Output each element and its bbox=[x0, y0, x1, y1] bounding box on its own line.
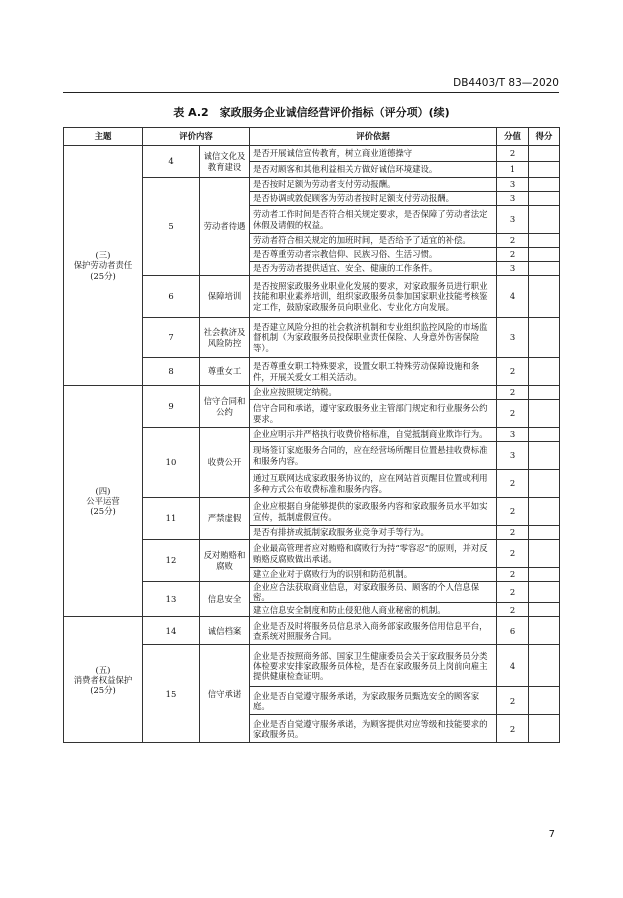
item-number: 8 bbox=[143, 358, 200, 386]
result-cell[interactable] bbox=[529, 470, 560, 498]
score-value: 2 bbox=[497, 498, 529, 526]
header-rule bbox=[63, 92, 559, 93]
result-cell[interactable] bbox=[529, 386, 560, 400]
header-result: 得分 bbox=[529, 128, 560, 146]
score-value: 2 bbox=[497, 582, 529, 603]
header-theme: 主题 bbox=[64, 128, 143, 146]
item-number: 15 bbox=[143, 645, 200, 743]
result-cell[interactable] bbox=[529, 234, 560, 248]
criteria-text: 是否尊重女职工特殊要求，设置女职工特殊劳动保障设施和条件，开展关爱女工相关活动。 bbox=[250, 358, 497, 386]
criteria-text: 建立企业对于腐败行为的识别和防范机制。 bbox=[250, 568, 497, 582]
score-value: 2 bbox=[497, 715, 529, 743]
item-name: 诚信档案 bbox=[200, 617, 250, 645]
table-header-row bbox=[64, 128, 560, 146]
item-number: 12 bbox=[143, 540, 200, 582]
item-name: 反对贿赂和腐败 bbox=[200, 540, 250, 582]
criteria-text: 是否有排挤或抵制家政服务业竞争对手等行为。 bbox=[250, 526, 497, 540]
item-number: 5 bbox=[143, 178, 200, 276]
criteria-text: 企业是否及时将服务员信息录入商务部家政服务信用信息平台，查系统对照服务合同。 bbox=[250, 617, 497, 645]
result-cell[interactable] bbox=[529, 582, 560, 603]
header-content: 评价内容 bbox=[143, 128, 250, 146]
result-cell[interactable] bbox=[529, 192, 560, 206]
result-cell[interactable] bbox=[529, 603, 560, 617]
criteria-text: 劳动者符合相关规定的加班时间，是否给予了适宜的补偿。 bbox=[250, 234, 497, 248]
score-value: 2 bbox=[497, 146, 529, 162]
criteria-text: 现场签订家庭服务合同的，应在经营场所醒目位置悬挂收费标准和服务内容。 bbox=[250, 442, 497, 470]
criteria-text: 建立信息安全制度和防止侵犯他人商业秘密的机制。 bbox=[250, 603, 497, 617]
item-name: 信守合同和公约 bbox=[200, 386, 250, 428]
result-cell[interactable] bbox=[529, 146, 560, 162]
score-value: 2 bbox=[497, 687, 529, 715]
document-code: DB4403/T 83—2020 bbox=[453, 77, 559, 89]
item-number: 9 bbox=[143, 386, 200, 428]
score-value: 2 bbox=[497, 603, 529, 617]
item-name: 尊重女工 bbox=[200, 358, 250, 386]
result-cell[interactable] bbox=[529, 162, 560, 178]
result-cell[interactable] bbox=[529, 568, 560, 582]
item-number: 10 bbox=[143, 428, 200, 498]
score-value: 6 bbox=[497, 617, 529, 645]
score-value: 3 bbox=[497, 206, 529, 234]
criteria-text: 企业应根据自身能够提供的家政服务内容和家政服务员水平如实宣传，抵制虚假宣传。 bbox=[250, 498, 497, 526]
item-name: 保障培训 bbox=[200, 276, 250, 318]
item-number: 11 bbox=[143, 498, 200, 540]
score-value: 2 bbox=[497, 400, 529, 428]
header-score: 分值 bbox=[497, 128, 529, 146]
score-value: 2 bbox=[497, 234, 529, 248]
score-value: 2 bbox=[497, 386, 529, 400]
result-cell[interactable] bbox=[529, 206, 560, 234]
evaluation-table bbox=[63, 127, 560, 743]
score-value: 2 bbox=[497, 568, 529, 582]
item-name: 信息安全 bbox=[200, 582, 250, 617]
table-row bbox=[64, 386, 560, 400]
item-number: 6 bbox=[143, 276, 200, 318]
score-value: 4 bbox=[497, 645, 529, 687]
item-number: 13 bbox=[143, 582, 200, 617]
result-cell[interactable] bbox=[529, 178, 560, 192]
table-row bbox=[64, 146, 560, 162]
criteria-text: 是否按照家政服务业职业化发展的要求，对家政服务员进行职业技能和职业素养培训，组织家政服务员参加国家职业技能考核鉴定工作，鼓励家政服务员向职业化、专业化方向发展。 bbox=[250, 276, 497, 318]
theme-cell: (四) 公平运营 (25分) bbox=[64, 386, 143, 617]
criteria-text: 企业应明示并严格执行收费价格标准，自觉抵制商业欺诈行为。 bbox=[250, 428, 497, 442]
score-value: 2 bbox=[497, 540, 529, 568]
result-cell[interactable] bbox=[529, 687, 560, 715]
result-cell[interactable] bbox=[529, 276, 560, 318]
result-cell[interactable] bbox=[529, 358, 560, 386]
score-value: 2 bbox=[497, 526, 529, 540]
criteria-text: 是否协调或敦促顾客为劳动者按时足额支付劳动报酬。 bbox=[250, 192, 497, 206]
criteria-text: 企业是否自觉遵守服务承诺，为顾客提供对应等级和技能要求的家政服务员。 bbox=[250, 715, 497, 743]
result-cell[interactable] bbox=[529, 617, 560, 645]
item-name: 诚信文化及教育建设 bbox=[200, 146, 250, 178]
theme-cell: (三) 保护劳动者责任 (25分) bbox=[64, 146, 143, 386]
criteria-text: 信守合同和承诺，遵守家政服务业主管部门规定和行业服务公约要求。 bbox=[250, 400, 497, 428]
page-number: 7 bbox=[548, 829, 555, 840]
result-cell[interactable] bbox=[529, 428, 560, 442]
criteria-text: 企业最高管理者应对贿赂和腐败行为持“零容忍”的原则，并对反贿赂反腐败做出承诺。 bbox=[250, 540, 497, 568]
criteria-text: 是否对顾客和其他利益相关方做好诚信环境建设。 bbox=[250, 162, 497, 178]
score-value: 3 bbox=[497, 442, 529, 470]
criteria-text: 劳动者工作时间是否符合相关规定要求，是否保障了劳动者法定休假及请假的权益。 bbox=[250, 206, 497, 234]
criteria-text: 是否开展诚信宣传教育，树立商业道德操守 bbox=[250, 146, 497, 162]
criteria-text: 是否为劳动者提供适宜、安全、健康的工作条件。 bbox=[250, 262, 497, 276]
score-value: 2 bbox=[497, 358, 529, 386]
item-name: 社会救济及风险防控 bbox=[200, 318, 250, 358]
score-value: 3 bbox=[497, 318, 529, 358]
item-name: 劳动者待遇 bbox=[200, 178, 250, 276]
criteria-text: 是否建立风险分担的社会救济机制和专业组织监控风险的市场监督机制（为家政服务员投保职业责任保险、人身意外伤害保险等）。 bbox=[250, 318, 497, 358]
criteria-text: 企业是否自觉遵守服务承诺，为家政服务员甄选安全的顾客家庭。 bbox=[250, 687, 497, 715]
score-value: 2 bbox=[497, 470, 529, 498]
result-cell[interactable] bbox=[529, 526, 560, 540]
criteria-text: 企业应合法获取商业信息，对家政服务员、顾客的个人信息保密。 bbox=[250, 582, 497, 603]
item-name: 严禁虚假 bbox=[200, 498, 250, 540]
score-value: 3 bbox=[497, 192, 529, 206]
item-number: 7 bbox=[143, 318, 200, 358]
result-cell[interactable] bbox=[529, 715, 560, 743]
result-cell[interactable] bbox=[529, 540, 560, 568]
criteria-text: 企业应按照规定纳税。 bbox=[250, 386, 497, 400]
result-cell[interactable] bbox=[529, 318, 560, 358]
score-value: 4 bbox=[497, 276, 529, 318]
result-cell[interactable] bbox=[529, 498, 560, 526]
score-value: 3 bbox=[497, 178, 529, 192]
score-value: 3 bbox=[497, 428, 529, 442]
score-value: 3 bbox=[497, 262, 529, 276]
item-number: 4 bbox=[143, 146, 200, 178]
score-value: 1 bbox=[497, 162, 529, 178]
result-cell[interactable] bbox=[529, 262, 560, 276]
item-number: 14 bbox=[143, 617, 200, 645]
result-cell[interactable] bbox=[529, 400, 560, 428]
item-name: 收费公开 bbox=[200, 428, 250, 498]
result-cell[interactable] bbox=[529, 248, 560, 262]
header-basis: 评价依据 bbox=[250, 128, 497, 146]
result-cell[interactable] bbox=[529, 442, 560, 470]
criteria-text: 是否按时足额为劳动者支付劳动报酬。 bbox=[250, 178, 497, 192]
theme-cell: (五) 消费者权益保护 (25分) bbox=[64, 617, 143, 743]
score-value: 2 bbox=[497, 248, 529, 262]
result-cell[interactable] bbox=[529, 645, 560, 687]
item-name: 信守承诺 bbox=[200, 645, 250, 743]
table-row bbox=[64, 617, 560, 645]
criteria-text: 是否尊重劳动者宗教信仰、民族习俗、生活习惯。 bbox=[250, 248, 497, 262]
criteria-text: 企业是否按照商务部、国家卫生健康委员会关于家政服务员分类体检要求安排家政服务员体检，是否在家政服务员上岗前向雇主提供健康检查证明。 bbox=[250, 645, 497, 687]
table-title: 表 A.2 家政服务企业诚信经营评价指标（评分项）(续) bbox=[173, 106, 450, 119]
criteria-text: 通过互联网达成家政服务协议的，应在网站首页醒目位置或利用多种方式公布收费标准和服务内容。 bbox=[250, 470, 497, 498]
